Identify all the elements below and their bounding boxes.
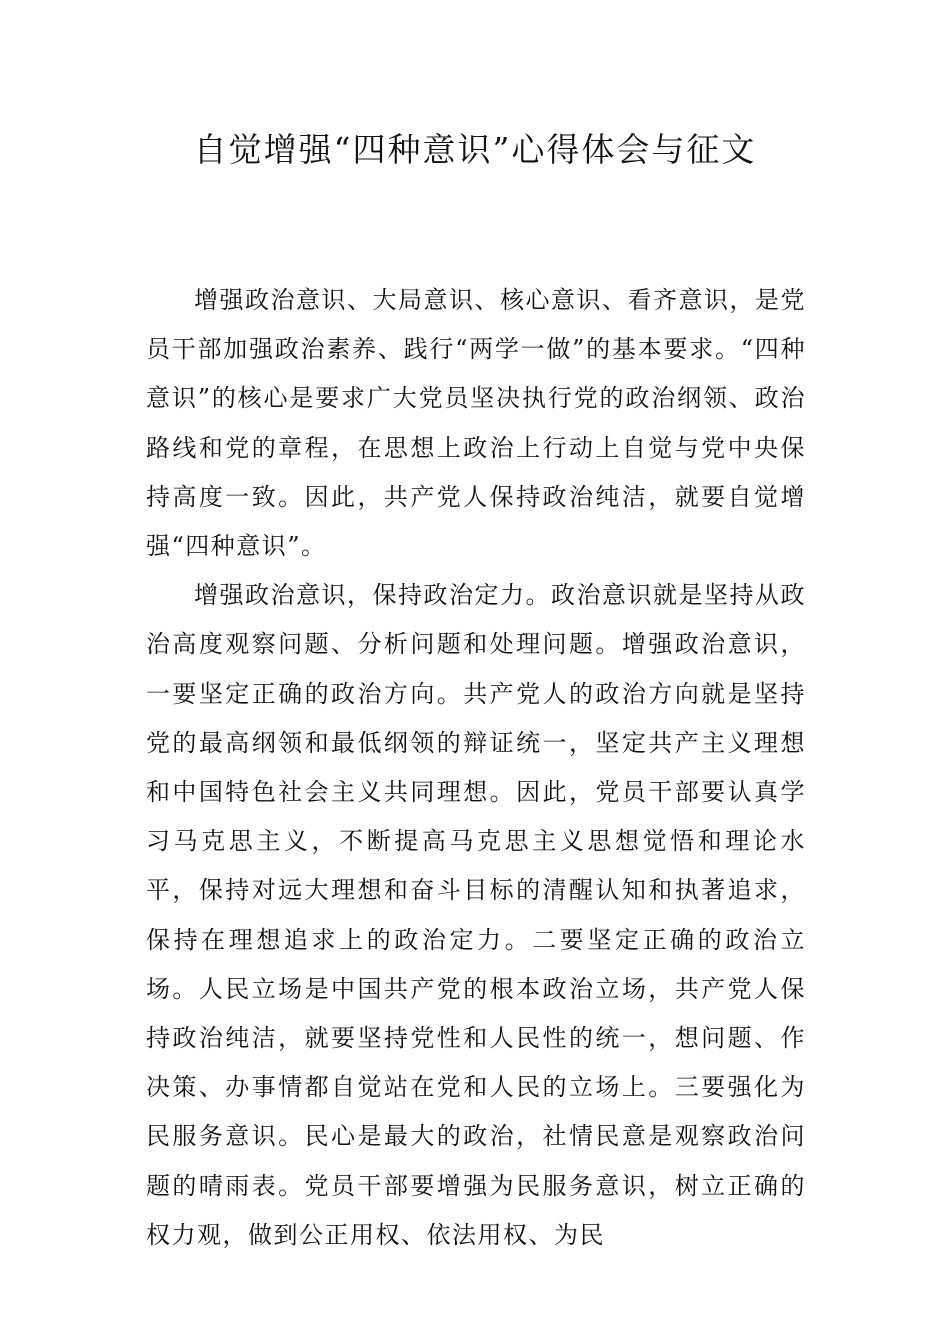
document-title: 自觉增强“四种意识”心得体会与征文 xyxy=(193,130,757,169)
document-body xyxy=(146,276,806,1260)
paragraph-intro: 增强政治意识、大局意识、核心意识、看齐意识，是党员干部加强政治素养、践行“两学一做”的基本要求。“四种意识”的核心是要求广大党员坚决执行党的政治纲领、政治路线和党的章程，在思想上政治上行动上自觉与党中央保持高度一致。因此，共产党人保持政治纯洁，就要自觉增强“四种意识”。 xyxy=(146,286,806,561)
paragraph-political-awareness: 增强政治意识，保持政治定力。政治意识就是坚持从政治高度观察问题、分析问题和处理问题。增强政治意识，一要坚定正确的政治方向。共产党人的政治方向就是坚持党的最高纲领和最低纲领的辩证统一，坚定共产主义理想和中国特色社会主义共同理想。因此，党员干部要认真学习马克思主义，不断提高马克思主义思想觉悟和理论水平，保持对远大理想和奋斗目标的清醒认知和执著追求，保持在理想追求上的政治定力。二要坚定正确的政治立场。人民立场是中国共产党的根本政治立场，共产党人保持政治纯洁，就要坚持党性和人民性的统一，想问题、作决策、办事情都自觉站在党和人民的立场上。三要强化为民服务意识。民心是最大的政治，社情民意是观察政治问题的晴雨表。党员干部要增强为民服务意识，树立正确的权力观，做到公正用权、依法用权、为民 xyxy=(146,581,806,1249)
